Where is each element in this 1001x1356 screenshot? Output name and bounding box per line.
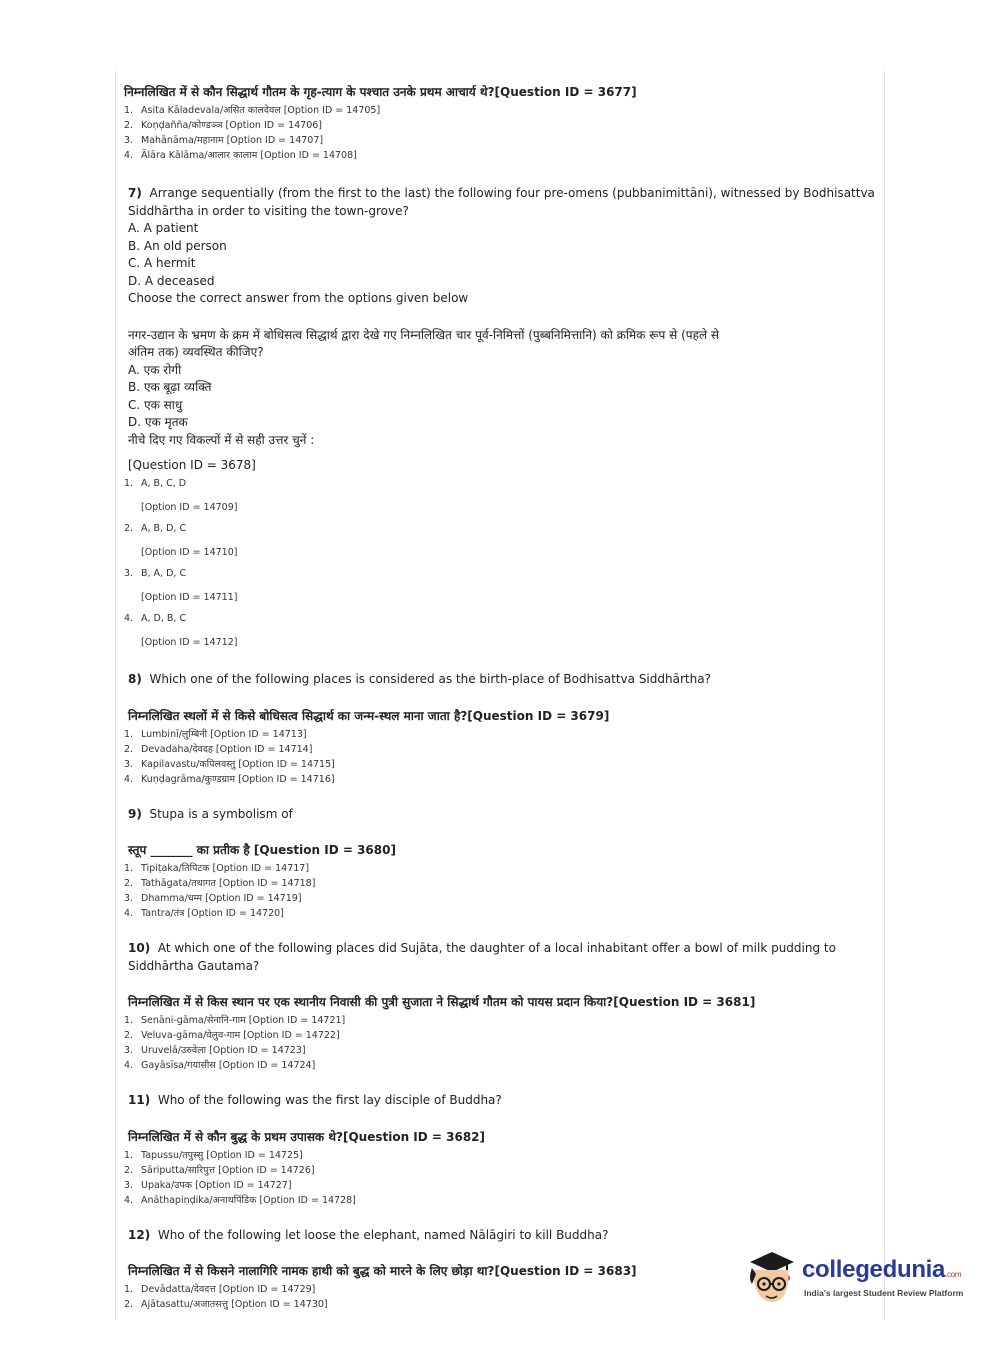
question-8-text: 8) Which one of the following places is considered as the birth-place of Bodhisattva Siddhārtha? — [128, 672, 711, 686]
logo-tagline: India's largest Student Review Platform — [804, 1288, 964, 1298]
option: 2. Tathāgata/तथागत [Option ID = 14718] — [124, 878, 316, 889]
option: 2. Koṇḍañña/कोण्डञ्ञ [Option ID = 14706] — [124, 120, 323, 131]
logo-wordmark: collegedunia.com — [802, 1256, 962, 1283]
option: 3. Mahānāma/महानाम [Option ID = 14707] — [124, 135, 324, 146]
question-7-hindi-item: B. एक बूढ़ा व्यक्ति — [128, 380, 212, 394]
question-10-text-cont: Siddhārtha Gautama? — [128, 958, 260, 973]
option: 4. Ālāra Kālāma/आलार कालाम [Option ID = 14708] — [124, 150, 357, 161]
option: 1. Devādatta/देवदत्त [Option ID = 14729] — [124, 1284, 316, 1295]
question-8-hindi: निम्नलिखित स्थलों में से किसे बोधिसत्व सिद्धार्थ का जन्म-स्थल माना जाता है?[Question ID = 3679] — [128, 708, 610, 723]
question-12-text: 12) Who of the following let loose the elephant, named Nālāgiri to kill Buddha? — [128, 1227, 609, 1242]
option: 1. Asita Kāladevala/असित कालदेवल [Option ID = 14705] — [124, 105, 381, 116]
option: 1. Senāni-gāma/सेनानि-गाम [Option ID = 14721] — [124, 1015, 346, 1026]
question-7-hindi-item: D. एक मृतक — [128, 415, 188, 429]
question-7-options — [124, 476, 876, 650]
option: 4. Gayāsīsa/गयासीस [Option ID = 14724] — [124, 1060, 316, 1071]
question-7-hindi-cont: अंतिम तक) व्यवस्थित कीजिए? — [128, 345, 264, 359]
page-border-left — [115, 70, 116, 1320]
question-10-options — [124, 1013, 876, 1073]
option: 3. Upaka/उपक [Option ID = 14727] — [124, 1179, 292, 1191]
question-9-hindi: स्तूप _______ का प्रतीक है [Question ID = 3680] — [128, 843, 396, 857]
question-7-item: B. An old person — [128, 238, 227, 253]
mascot-icon — [742, 1248, 798, 1306]
question-7-instruction: Choose the correct answer from the options given below — [128, 291, 469, 305]
option: 1. Tapussu/तपुस्सु [Option ID = 14725] — [124, 1149, 303, 1161]
option: 1. A, B, C, D [Option ID = 14709] — [124, 478, 238, 513]
question-7-hindi-instruction: नीचे दिए गए विकल्पों में से सही उत्तर चुनें : — [128, 432, 315, 447]
question-9-text: 9) Stupa is a symbolism of — [128, 806, 293, 821]
document-content — [124, 84, 876, 1312]
question-8 — [124, 671, 876, 787]
question-6-hindi: निम्नलिखित में से कौन सिद्धार्थ गौतम के गृह-त्याग के पश्चात उनके प्रथम आचार्य थे?[Question ID = 3677] — [124, 85, 637, 99]
question-11-text: 11) Who of the following was the first lay disciple of Buddha? — [128, 1093, 502, 1107]
question-7-text-cont: Siddhārtha in order to visiting the town-grove? — [128, 203, 409, 218]
page-border-right — [884, 70, 885, 1320]
collegedunia-logo[interactable] — [742, 1246, 972, 1310]
option: 4. Anāthapiṇḍika/अनाथपिंडिक [Option ID = 14728] — [124, 1194, 356, 1206]
question-7-item: C. A hermit — [128, 256, 196, 270]
question-7-item: A. A patient — [128, 221, 199, 235]
question-9-options — [124, 861, 876, 921]
question-7-hindi-item: C. एक साधु — [128, 397, 183, 412]
option: 2. Ajātasattu/अजातसत्तु [Option ID = 14730] — [124, 1299, 328, 1310]
option: 3. Dhamma/धम्म [Option ID = 14719] — [124, 893, 302, 904]
question-11-hindi: निम्नलिखित में से कौन बुद्ध के प्रथम उपासक थे?[Question ID = 3682] — [128, 1129, 486, 1144]
option: 4. Kuṇḍagrāma/कुण्डग्राम [Option ID = 14716] — [124, 773, 335, 785]
option: 2. Devadaha/देवदह [Option ID = 14714] — [124, 743, 313, 755]
question-6-options — [124, 103, 876, 163]
question-10-text: 10) At which one of the following places did Sujāta, the daughter of a local inhabitant offer a bowl of milk pudding to — [128, 941, 836, 955]
question-7-item: D. A deceased — [128, 273, 215, 288]
question-7-text: 7) Arrange sequentially (from the first to the last) the following four pre-omens (pubbanimittāni), witnessed by Bodhisattva — [128, 186, 875, 200]
option: 1. Lumbinī/लुम्बिनी [Option ID = 14713] — [124, 728, 307, 740]
option: 3. B, A, D, C [Option ID = 14711] — [124, 568, 238, 603]
question-9 — [124, 806, 876, 922]
question-7-id: [Question ID = 3678] — [128, 458, 256, 472]
option: 2. Sāriputta/सारिपुत्त [Option ID = 14726] — [124, 1164, 315, 1176]
option: 1. Tipiṭaka/तिपिटक [Option ID = 14717] — [124, 863, 310, 874]
question-7-hindi-item: A. एक रोगी — [128, 362, 182, 377]
option: 2. Veluva-gāma/वेलुव-गाम [Option ID = 14722] — [124, 1030, 340, 1041]
question-10 — [124, 940, 876, 1073]
question-6 — [124, 84, 876, 163]
question-7-hindi: नगर-उद्यान के भ्रमण के क्रम में बोधिसत्व सिद्धार्थ द्वारा देखे गए निम्नलिखित चार पूर्व-निमित्तों (पुब्बनिमित्तानि) को क्रमिक रूप से (पहले से — [128, 327, 720, 342]
question-7 — [124, 185, 876, 650]
question-8-options — [124, 727, 876, 787]
question-12-hindi: निम्नलिखित में से किसने नालागिरि नामक हाथी को बुद्ध को मारने के लिए छोड़ा था?[Question ID = 3683] — [128, 1264, 637, 1278]
option: 4. A, D, B, C [Option ID = 14712] — [124, 613, 238, 648]
question-11-options — [124, 1148, 876, 1208]
option: 4. Tantra/तंत्र [Option ID = 14720] — [124, 908, 284, 919]
question-11 — [124, 1092, 876, 1208]
option: 3. Uruvelā/उरुवेला [Option ID = 14723] — [124, 1045, 306, 1056]
option: 2. A, B, D, C [Option ID = 14710] — [124, 523, 238, 558]
option: 3. Kapilavastu/कपिलवस्तु [Option ID = 14715] — [124, 758, 335, 770]
question-10-hindi: निम्नलिखित में से किस स्थान पर एक स्थानीय निवासी की पुत्री सुजाता ने सिद्धार्थ गौतम को पायस प्रदान किया?[Question ID = 3681] — [128, 995, 756, 1009]
